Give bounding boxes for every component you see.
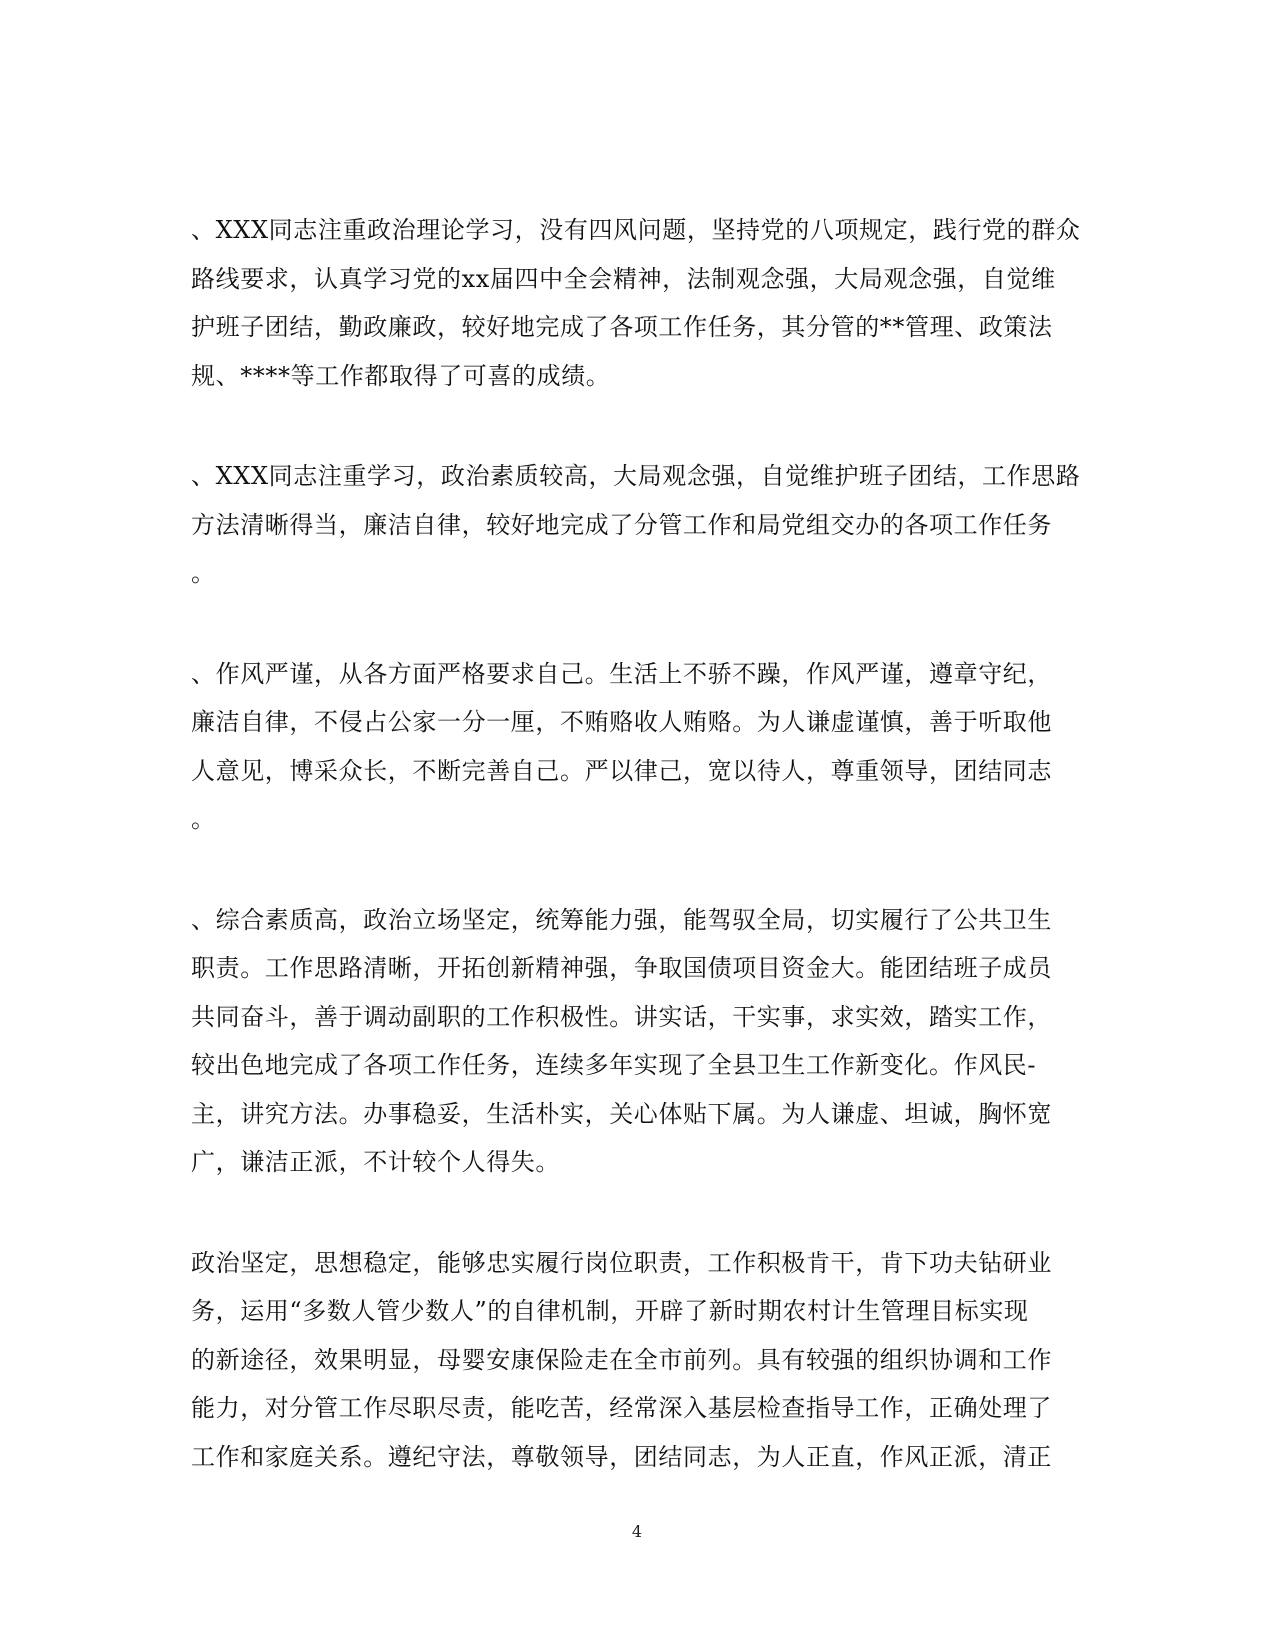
paragraph-line: 工作和家庭关系。遵纪守法，尊敬领导，团结同志，为人正直，作风正派，清正	[191, 1442, 1052, 1471]
paragraph-line: 较出色地完成了各项工作任务，连续多年实现了全县卫生工作新变化。作风民-	[191, 1051, 1037, 1079]
document-body	[191, 206, 1081, 1481]
paragraph-line: 人意见，博采众长，不断完善自己。严以律己，宽以待人，尊重领导，团结同志	[191, 756, 1052, 785]
paragraph-line: 方法清晰得当，廉洁自律，较好地完成了分管工作和局党组交办的各项工作任务	[191, 510, 1052, 539]
paragraph-line: 的新途径，效果明显，母婴安康保险走在全市前列。具有较强的组织协调和工作	[191, 1345, 1052, 1374]
paragraph-line: 规、****等工作都取得了可喜的成绩。	[191, 361, 611, 390]
paragraph-5	[191, 1239, 1081, 1482]
paragraph-line: 。	[191, 559, 216, 587]
paragraph-line: 共同奋斗，善于调动副职的工作积极性。讲实话，干实事，求实效，踏实工作，	[191, 1002, 1052, 1031]
paragraph-line: 能力，对分管工作尽职尽责，能吃苦，经常深入基层检查指导工作，正确处理了	[191, 1394, 1052, 1422]
paragraph-line: 、作风严谨，从各方面严格要求自己。生活上不骄不躁，作风严谨，遵章守纪，	[191, 659, 1052, 688]
paragraph-line: 路线要求，认真学习党的xx届四中全会精神，法制观念强，大局观念强，自觉维	[191, 264, 1056, 293]
paragraph-line: 、XXX同志注重学习，政治素质较高，大局观念强，自觉维护班子团结，工作思路	[191, 462, 1081, 490]
paragraph-line: 职责。工作思路清晰，开拓创新精神强，争取国债项目资金大。能团结班子成员	[191, 954, 1052, 982]
page-number: 4	[631, 1522, 643, 1541]
paragraph-line: 廉洁自律，不侵占公家一分一厘，不贿赂收人贿赂。为人谦虚谨慎，善于听取他	[191, 708, 1052, 736]
paragraph-1	[191, 206, 1081, 400]
paragraph-3	[191, 650, 1081, 844]
paragraph-line: 政治坚定，思想稳定，能够忠实履行岗位职责，工作积极肯干，肯下功夫钻研业	[191, 1248, 1052, 1277]
paragraph-line: 。	[191, 805, 216, 833]
paragraph-line: 务，运用“多数人管少数人”的自律机制，开辟了新时期农村计生管理目标实现	[191, 1297, 1029, 1325]
paragraph-4	[191, 896, 1081, 1187]
paragraph-line: 广，谦洁正派，不计较个人得失。	[191, 1148, 560, 1176]
paragraph-2	[191, 452, 1081, 598]
paragraph-line: 主，讲究方法。办事稳妥，生活朴实，关心体贴下属。为人谦虚、坦诚，胸怀宽	[191, 1099, 1052, 1128]
paragraph-line: 护班子团结，勤政廉政，较好地完成了各项工作任务，其分管的**管理、政策法	[191, 313, 1053, 341]
paragraph-line: 、综合素质高，政治立场坚定，统筹能力强，能驾驭全局，切实履行了公共卫生	[191, 905, 1052, 934]
paragraph-line: 、XXX同志注重政治理论学习，没有四风问题，坚持党的八项规定，践行党的群众	[191, 216, 1081, 244]
